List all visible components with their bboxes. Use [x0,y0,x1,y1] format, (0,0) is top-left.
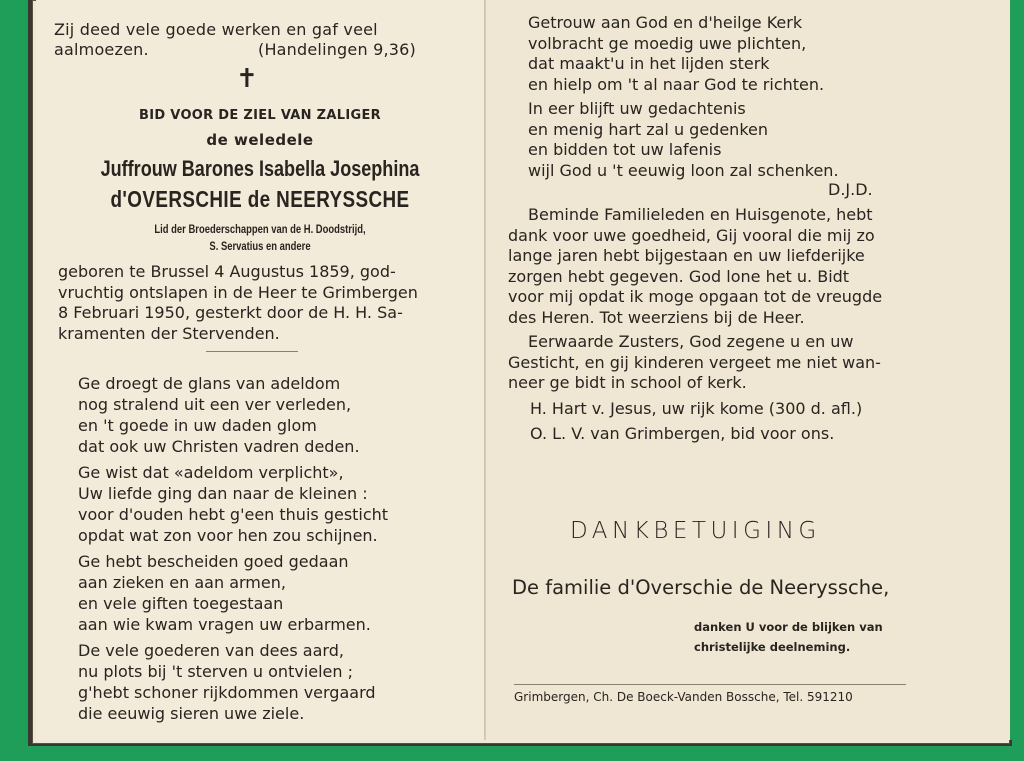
paragraph-line: neer ge bidt in school of kerk. [508,373,747,393]
poem-line: en vele giften toegestaan [78,594,284,613]
thanks-line-2: christelijke deelneming. [694,640,851,654]
poem-line: wijl God u 't eeuwig loon zal schenken. [528,160,839,180]
paragraph-line: Eerwaarde Zusters, God zegene u en uw [528,332,854,351]
membership-line-1: Lid der Broederschappen van de H. Doodstrijd, [154,224,366,236]
poem-line: die eeuwig sieren uwe ziele. [78,704,305,723]
paragraph-line: dank voor uwe goedheid, Gij vooral die mij zo [508,225,875,245]
bio-line: vruchtig ontslapen in de Heer te Grimbergen [58,282,418,302]
poem-line: nog stralend uit een ver verleden, [78,395,352,414]
thanks-family: De familie d'Overschie de Neeryssche, [512,576,890,599]
epigraph-line-2a: aalmoezen. [54,40,149,59]
thanks-line-1: danken U voor de blijken van [694,620,883,634]
poem-right [528,13,839,181]
cross-icon: ✝ [236,64,258,94]
poem-line: en menig hart zal u gedenken [528,119,768,139]
sisters-paragraph [508,332,904,394]
poem-line: en hielp om 't al naar God te richten. [528,74,825,94]
epigraph-reference: (Handelingen 9,36) [258,40,416,59]
thanks-heading: DANKBETUIGING [570,518,821,544]
honorific: de weledele [206,131,314,149]
poem-line: aan wie kwam vragen uw erbarmen. [78,615,371,634]
poem-line: Ge wist dat «adeldom verplicht», [78,463,344,482]
poem-left [78,373,388,724]
poem-line: nu plots bij 't sterven u ontvielen ; [78,662,354,681]
deceased-name-line-2: d'OVERSCHIE de NEERYSSCHE [110,186,410,212]
poem-stanza [528,13,839,95]
poem-stanza [78,462,388,546]
printer-divider [514,684,906,685]
poem-line: Getrouw aan God en d'heilge Kerk [528,13,803,32]
invocation-sacred-heart: H. Hart v. Jesus, uw rijk kome (300 d. afl.) [530,399,863,418]
paragraph-line: Gesticht, en gij kinderen vergeet me niet wan- [508,352,881,372]
epigraph-line-1: Zij deed vele goede werken en gaf veel [54,20,378,39]
paragraph-line: Beminde Familieleden en Huisgenote, hebt [528,205,873,224]
poem-line: aan zieken en aan armen, [78,573,286,592]
poem-line: dat maakt'u in het lijden sterk [528,54,770,73]
poem-stanza [78,373,388,457]
poem-line: volbracht ge moedig uwe plichten, [528,33,807,53]
poem-stanza [78,551,388,635]
poem-author: D.J.D. [828,180,873,199]
paragraph-line: lange jaren hebt bijgestaan en uw liefderijke [508,246,865,266]
poem-line: g'hebt schoner rijkdommen vergaard [78,683,376,702]
poem-line: Ge droegt de glans van adeldom [78,374,341,393]
poem-line: opdat wat zon voor hen zou schijnen. [78,526,378,545]
biography [58,262,478,344]
membership-line-2: S. Servatius en andere [209,241,311,253]
family-paragraph [508,205,904,329]
poem-stanza [528,99,839,181]
deceased-name-line-1: Juffrouw Barones Isabella Josephina [100,156,420,181]
poem-line: De vele goederen van dees aard, [78,641,344,660]
poem-line: dat ook uw Christen vadren deden. [78,437,360,456]
paragraph-line: voor mij opdat ik moge opgaan tot de vreugde [508,287,883,307]
poem-line: Ge hebt bescheiden goed gedaan [78,552,349,571]
bio-line: kramenten der Stervenden. [58,323,280,343]
divider [206,351,298,352]
poem-line: In eer blijft uw gedachtenis [528,99,746,118]
left-panel [36,0,484,740]
prayer-heading: BID VOOR DE ZIEL VAN ZALIGER [139,108,381,123]
poem-line: en 't goede in uw daden glom [78,416,317,435]
paragraph-line: des Heren. Tot weerziens bij de Heer. [508,307,805,327]
printer-imprint: Grimbergen, Ch. De Boeck-Vanden Bossche, Tel. 591210 [514,690,853,704]
poem-line: Uw liefde ging dan naar de kleinen : [78,484,368,503]
bio-line: geboren te Brussel 4 Augustus 1859, god- [58,262,396,281]
bio-line: 8 Februari 1950, gesterkt door de H. H. Sa- [58,303,403,322]
poem-line: voor d'ouden hebt g'een thuis gesticht [78,505,389,524]
paragraph-line: zorgen hebt gegeven. God lone het u. Bidt [508,266,850,286]
poem-line: en bidden tot uw lafenis [528,140,722,159]
right-panel [486,0,1010,740]
invocation-our-lady: O. L. V. van Grimbergen, bid voor ons. [530,424,835,443]
poem-stanza [78,640,388,724]
